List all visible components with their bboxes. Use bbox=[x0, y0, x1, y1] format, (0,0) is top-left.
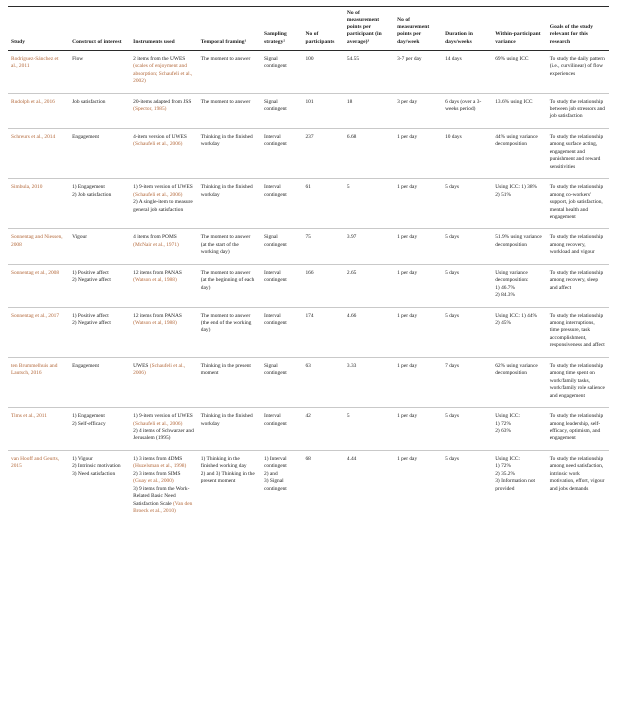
cell-duration: 7 days bbox=[442, 357, 492, 407]
cell-construct: Vigour bbox=[69, 229, 130, 264]
cell-instruments: 20-items adapted from JSS (Spector, 1985) bbox=[130, 93, 198, 128]
cell-construct: 1) Engagement 2) Self-efficacy bbox=[69, 408, 130, 451]
table-header bbox=[8, 7, 609, 51]
citation-reference[interactable]: (Watson et al, 1988) bbox=[133, 320, 177, 327]
cell-construct: 1) Vigour 2) Intrinsic motivation 3) Need satisfaction bbox=[72, 455, 121, 477]
cell-goals: To study the relationship among need satisfaction, intrinsic work motivation, effort, vigour and jobs demands bbox=[549, 455, 605, 492]
cell-goals: To study the relationship among recovery, sleep and affect bbox=[547, 264, 609, 307]
cell-instruments: UWES (Schaufeli et al., 2006) bbox=[130, 357, 198, 407]
cell-within-participant-variance: Using ICC: 1) 72% 2) 35.2% 3) Information not provided bbox=[495, 455, 536, 492]
cell-measurement-points-per-day: 1 per day bbox=[394, 408, 442, 451]
cell-instruments: 12 items from PANAS (Watson et al, 1988) bbox=[130, 307, 198, 357]
cell-duration: 5 days bbox=[442, 229, 492, 264]
cell-participants: 174 bbox=[302, 307, 343, 357]
cell-participants: 42 bbox=[302, 408, 343, 451]
cell-study: Rodríguez-Sánchez et al., 2011 bbox=[8, 50, 69, 93]
cell-within-participant-variance: 44% using variance decomposition bbox=[492, 128, 547, 178]
cell-sampling-strategy: Signal contingent bbox=[261, 93, 302, 128]
cell-measurement-points-avg: 4.44 bbox=[346, 455, 357, 462]
cell-participants: 63 bbox=[302, 357, 343, 407]
citation-reference[interactable]: (Schaufeli et al., 2006) bbox=[133, 362, 186, 377]
cell-construct: Engagement bbox=[69, 128, 130, 178]
cell-temporal-framing: Thinking in the finished workday bbox=[198, 128, 261, 178]
cell-measurement-points-per-day: 3 per day bbox=[394, 93, 442, 128]
cell-sampling-strategy: Signal contingent bbox=[261, 50, 302, 93]
cell-goals: To study the daily pattern (i.e., curvilinear) of flow experiences bbox=[547, 50, 609, 93]
cell-duration: 5 days bbox=[442, 179, 492, 229]
cell-construct: Flow bbox=[69, 50, 130, 93]
cell-sampling-strategy: Signal contingent bbox=[261, 229, 302, 264]
cell-study: Sonnentag et al., 2008 bbox=[8, 264, 69, 307]
cell-within-participant-variance: 62% using variance decomposition bbox=[492, 357, 547, 407]
cell-construct: Job satisfaction bbox=[69, 93, 130, 128]
cell-goals: To study the relationship among surface acting, engagement and punishment and reward sensitivities bbox=[547, 128, 609, 178]
cell-temporal-framing: The moment to answer bbox=[198, 50, 261, 93]
cell-goals: To study the relationship among time spent on work/family tasks, work/family role salience and engagement bbox=[547, 357, 609, 407]
cell-instruments: 1) 3 items from 4DMS (Huzelsman et al., 1998) 2) 3 items from SIMS (Guay et al., 2000) 3) 9 items from the Work-Related Basic Need Satisfaction Scale (Van den Broeck et al., 2010) bbox=[133, 455, 193, 515]
cell-study: ten Brummelhuis and Lautsch, 2016 bbox=[8, 357, 69, 407]
cell-instruments: 4-item version of UWES (Schaufeli et al., 2006) bbox=[130, 128, 198, 178]
cell-goals: To study the relationship among co-workers' support, job satisfaction, mental health and engagement bbox=[547, 179, 609, 229]
cell-duration: 5 days bbox=[442, 264, 492, 307]
cell-study: Simbula, 2010 bbox=[8, 179, 69, 229]
studies-table bbox=[8, 6, 609, 523]
cell-within-participant-variance: Using ICC: 1) 72% 2) 63% bbox=[492, 408, 547, 451]
citation-reference[interactable]: (Schaufeli et al., 2006) bbox=[133, 191, 183, 198]
column-header-participants: No of participants bbox=[302, 7, 343, 51]
citation-reference[interactable]: (Guay et al., 2000) bbox=[133, 478, 174, 485]
table-row bbox=[8, 50, 609, 93]
cell-temporal-framing: Thinking in the finished workday bbox=[198, 408, 261, 451]
cell-measurement-points-per-day: 1 per day bbox=[394, 179, 442, 229]
cell-construct: 1) Positive affect 2) Negative affect bbox=[69, 264, 130, 307]
citation-reference[interactable]: (Schaufeli et al., 2006) bbox=[133, 141, 183, 148]
cell-sampling-strategy: Signal contingent bbox=[261, 357, 302, 407]
cell-instruments: 4 items from POMS (McNair et al., 1971) bbox=[130, 229, 198, 264]
table-row bbox=[8, 408, 609, 451]
cell-participants: 166 bbox=[302, 264, 343, 307]
cell-duration: 5 days bbox=[442, 408, 492, 451]
citation-reference[interactable]: (Huzelsman et al., 1998) bbox=[133, 463, 187, 470]
cell-sampling-strategy: Interval contingent bbox=[261, 264, 302, 307]
cell-instruments: 12 items from PANAS (Watson et al, 1988) bbox=[130, 264, 198, 307]
citation-reference[interactable]: (McNair et al., 1971) bbox=[133, 241, 179, 248]
cell-temporal-framing: The moment to answer (the end of the working day) bbox=[198, 307, 261, 357]
cell-participants: 237 bbox=[302, 128, 343, 178]
cell-measurement-points-avg: 54.55 bbox=[344, 50, 394, 93]
cell-instruments: 1) 9-item version of UWES (Schaufeli et al., 2006) 2) A single-item to measure general job satisfaction bbox=[130, 179, 198, 229]
cell-sampling-strategy: Interval contingent bbox=[261, 408, 302, 451]
cell-measurement-points-per-day: 1 per day bbox=[394, 229, 442, 264]
table-row bbox=[8, 93, 609, 128]
cell-measurement-points-per-day: 1 per day bbox=[397, 455, 418, 462]
cell-study: Schreurs et al., 2014 bbox=[8, 128, 69, 178]
column-header-measurement-points-per-day: No of measurement points per day/week bbox=[394, 7, 442, 51]
column-header-construct: Construct of interest bbox=[69, 7, 130, 51]
cell-goals: To study the relationship among recovery, workload and vigour bbox=[547, 229, 609, 264]
cell-construct: 1) Positive affect 2) Negative affect bbox=[69, 307, 130, 357]
cell-sampling-strategy: Interval contingent bbox=[261, 179, 302, 229]
citation-reference[interactable]: (scales of enjoyment and absorption; Schaufeli et al., 2002) bbox=[133, 63, 193, 85]
column-header-within-participant-variance: Within-participant variance bbox=[492, 7, 547, 51]
cell-construct: 1) Engagement 2) Job satisfaction bbox=[69, 179, 130, 229]
column-header-sampling-strategy: Sampling strategy² bbox=[261, 7, 302, 51]
cell-duration: 5 days bbox=[442, 307, 492, 357]
table-row bbox=[8, 357, 609, 407]
citation-reference[interactable]: (Van den Broeck et al., 2010) bbox=[133, 500, 193, 515]
table-row bbox=[8, 229, 609, 264]
cell-participants: 100 bbox=[302, 50, 343, 93]
cell-duration: 5 days bbox=[445, 455, 459, 462]
cell-temporal-framing: Thinking in the finished workday bbox=[198, 179, 261, 229]
column-header-measurement-points-avg: No of measurement points per participant (in average)³ bbox=[344, 7, 394, 51]
cell-measurement-points-per-day: 1 per day bbox=[394, 264, 442, 307]
cell-study: Sonnentag and Niessen, 2008 bbox=[8, 229, 69, 264]
column-header-goals: Goals of the study relevant for this research bbox=[547, 7, 609, 51]
cell-sampling-strategy: 1) Interval contingent 2) and 3) Signal contingent bbox=[264, 455, 287, 492]
table-row bbox=[8, 179, 609, 229]
cell-temporal-framing: The moment to answer bbox=[198, 93, 261, 128]
cell-study: Sonnentag et al., 2017 bbox=[8, 307, 69, 357]
table-row bbox=[8, 307, 609, 357]
cell-instruments: 2 items from the UWES (scales of enjoyment and absorption; Schaufeli et al., 2002) bbox=[130, 50, 198, 93]
table-row bbox=[8, 128, 609, 178]
table-row bbox=[8, 264, 609, 307]
cell-study: Rudolph et al., 2016 bbox=[8, 93, 69, 128]
cell-goals: To study the relationship among leadership, self-efficacy, optimism, and engagement bbox=[547, 408, 609, 451]
table-header-row bbox=[8, 7, 609, 51]
cell-measurement-points-avg: 2.65 bbox=[344, 264, 394, 307]
cell-measurement-points-per-day: 1 per day bbox=[394, 307, 442, 357]
cell-duration: 14 days bbox=[442, 50, 492, 93]
cell-construct: Engagement bbox=[69, 357, 130, 407]
cell-instruments: 1) 9-item version of UWES (Schaufeli et al., 2006) 2) 4 items of Schwarzer and Jerusalem (1995) bbox=[130, 408, 198, 451]
citation-reference[interactable]: (Watson et al, 1988) bbox=[133, 277, 177, 284]
cell-participants: 75 bbox=[302, 229, 343, 264]
cell-within-participant-variance: Using ICC: 1) 44% 2) 45% bbox=[492, 307, 547, 357]
cell-measurement-points-avg: 6.68 bbox=[344, 128, 394, 178]
cell-sampling-strategy: Interval contingent bbox=[261, 307, 302, 357]
cell-study: van Hooff and Geurts, 2015 bbox=[11, 455, 60, 470]
cell-measurement-points-avg: 3.97 bbox=[344, 229, 394, 264]
cell-duration: 6 days (over a 3-weeks period) bbox=[442, 93, 492, 128]
cell-measurement-points-avg: 5 bbox=[344, 179, 394, 229]
cell-measurement-points-per-day: 1 per day bbox=[394, 128, 442, 178]
cell-measurement-points-per-day: 1 per day bbox=[394, 357, 442, 407]
cell-temporal-framing: The moment to answer (at the beginning of each day) bbox=[198, 264, 261, 307]
column-header-duration: Duration in days/weeks bbox=[442, 7, 492, 51]
cell-measurement-points-avg: 4.66 bbox=[344, 307, 394, 357]
cell-participants: 101 bbox=[302, 93, 343, 128]
cell-sampling-strategy: Interval contingent bbox=[261, 128, 302, 178]
cell-goals: To study the relationship among interruptions, time pressure, task accomplishment, responsiveness and affect bbox=[547, 307, 609, 357]
column-header-instruments: Instruments used bbox=[130, 7, 198, 51]
table-body bbox=[8, 50, 609, 522]
citation-reference[interactable]: (Schaufeli et al., 2006) bbox=[133, 420, 183, 427]
cell-temporal-framing: 1) Thinking in the finished working day 2) and 3) Thinking in the present moment bbox=[200, 455, 255, 485]
cell-within-participant-variance: 13.6% using ICC bbox=[492, 93, 547, 128]
cell-within-participant-variance: 51.9% using variance decomposition bbox=[492, 229, 547, 264]
cell-within-participant-variance: Using variance decomposition: 1) 46.7% 2) 84.3% bbox=[492, 264, 547, 307]
cell-measurement-points-avg: 3.33 bbox=[344, 357, 394, 407]
cell-temporal-framing: The moment to answer (at the start of the working day) bbox=[198, 229, 261, 264]
cell-within-participant-variance: 69% using ICC bbox=[492, 50, 547, 93]
table-row bbox=[8, 450, 609, 522]
cell-goals: To study the relationship between job stressors and job satisfaction bbox=[547, 93, 609, 128]
cell-measurement-points-per-day: 3-7 per day bbox=[394, 50, 442, 93]
cell-measurement-points-avg: 5 bbox=[344, 408, 394, 451]
citation-reference[interactable]: (Spector, 1985) bbox=[133, 105, 167, 112]
cell-duration: 10 days bbox=[442, 128, 492, 178]
column-header-study: Study bbox=[8, 7, 69, 51]
cell-within-participant-variance: Using ICC: 1) 38% 2) 51% bbox=[492, 179, 547, 229]
cell-measurement-points-avg: 18 bbox=[344, 93, 394, 128]
cell-participants: 68 bbox=[305, 455, 311, 462]
cell-study: Tims et al., 2011 bbox=[8, 408, 69, 451]
cell-participants: 61 bbox=[302, 179, 343, 229]
cell-temporal-framing: Thinking in the present moment bbox=[198, 357, 261, 407]
column-header-temporal-framing: Temporal framing¹ bbox=[198, 7, 261, 51]
